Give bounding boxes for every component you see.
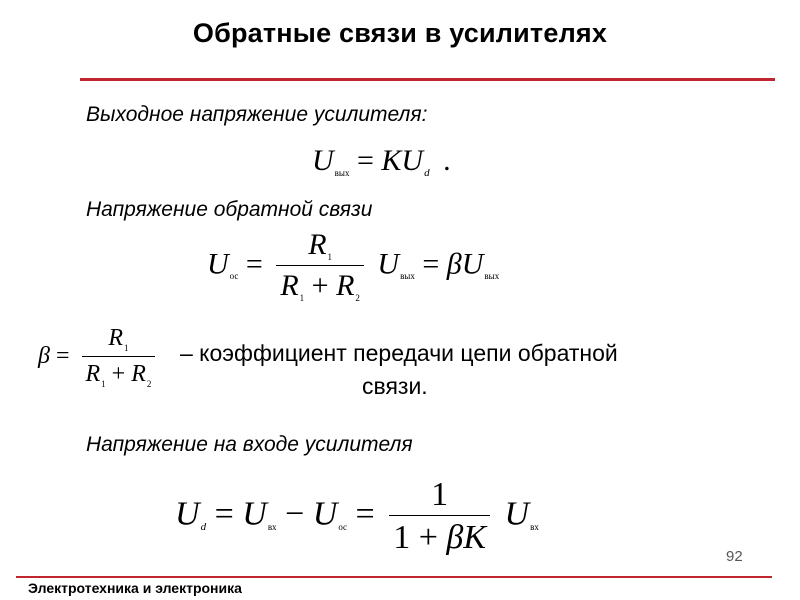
subscript-out: вых: [400, 271, 415, 282]
symbol-u: U: [401, 144, 424, 177]
symbol-u: U: [242, 495, 267, 533]
fraction-numerator: $R_1$: [108, 325, 129, 353]
equals-sign: =: [356, 144, 374, 177]
minus-sign: −: [285, 495, 305, 533]
fraction-one-over-loop: [389, 478, 490, 555]
output-voltage-heading: Выходное напряжение усилителя:: [86, 103, 428, 126]
symbol-u: U: [461, 247, 484, 281]
period: .: [443, 144, 451, 177]
feedback-voltage-heading: Напряжение обратной связи: [86, 198, 373, 221]
symbol-u: U: [504, 495, 530, 533]
subscript-out: вых: [334, 168, 350, 178]
beta-description-line2: связи.: [362, 373, 428, 399]
symbol-u: U: [312, 495, 338, 533]
input-voltage-heading: Напряжение на входе усилителя: [86, 433, 413, 456]
footer-course-name: Электротехника и электроника: [28, 580, 242, 596]
footer-divider: [16, 576, 772, 578]
input-voltage-formula: [175, 478, 539, 555]
beta-description-line1: – коэффициент передачи цепи обратной: [180, 340, 618, 366]
title-divider: [80, 78, 775, 81]
symbol-u: U: [377, 247, 400, 281]
slide-title: Обратные связи в усилителях: [192, 18, 608, 48]
fraction-denominator: 1 + βK: [389, 515, 490, 555]
feedback-voltage-formula: [207, 230, 499, 303]
equals-sign: =: [55, 343, 70, 370]
beta-definition-formula: [38, 326, 161, 389]
subscript-os: ос: [229, 271, 239, 282]
equals-sign: =: [422, 247, 440, 281]
symbol-k: K: [381, 144, 402, 177]
subscript-out: вых: [484, 271, 500, 282]
subscript-in: вх: [267, 522, 277, 533]
symbol-u: U: [207, 247, 229, 281]
equals-sign: =: [245, 247, 263, 281]
fraction-r1-over-sum: [276, 230, 364, 303]
equals-sign: =: [355, 495, 375, 533]
symbol-u: U: [312, 144, 334, 177]
fraction-r1-over-sum: [82, 326, 156, 389]
fraction-denominator: $R_1 + R_2$: [276, 265, 364, 303]
fraction-denominator: $R_1 + R_2$: [82, 356, 156, 389]
symbol-beta: β: [38, 343, 50, 370]
subscript-in: вх: [530, 522, 539, 533]
subscript-os: ос: [338, 522, 348, 533]
subscript-d: d: [424, 167, 430, 179]
equals-sign: =: [214, 495, 234, 533]
page-number: 92: [726, 548, 743, 565]
subscript-d: d: [200, 521, 207, 534]
output-voltage-formula: [312, 146, 451, 179]
symbol-beta: β: [446, 247, 462, 281]
fraction-numerator: $R_1$: [308, 228, 333, 262]
fraction-numerator: 1: [431, 476, 449, 513]
symbol-u: U: [175, 495, 200, 533]
